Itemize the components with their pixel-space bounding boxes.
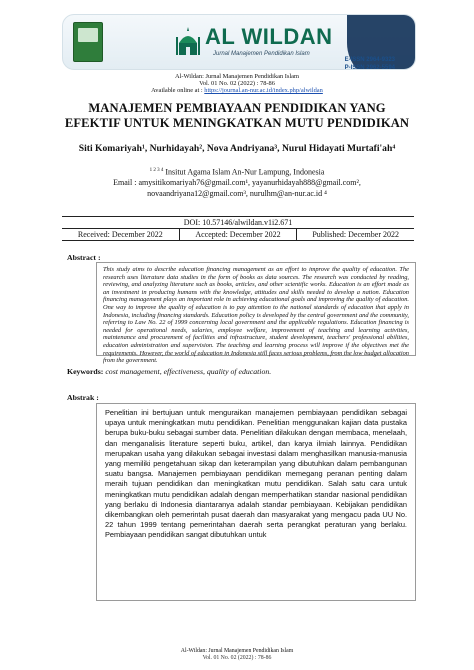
email-line-2: novaandriyana12@gmail.com³, nurulhm@an-nur.ac.id ⁴ — [147, 188, 327, 198]
journal-cover-thumbnail — [73, 22, 103, 62]
title-line-2: EFEKTIF UNTUK MENINGKATKAN MUTU PENDIDIKAN — [64, 116, 410, 130]
p-issn: P-ISSN 2962-5594 — [344, 65, 395, 70]
email-line-1: Email : amysitikomariyah76@gmail.com¹, yayanurhidayah888@gmail.com², — [113, 178, 361, 188]
online-label: Available online at — [151, 87, 200, 94]
dates-row — [62, 229, 414, 240]
abstrak-text: Penelitian ini bertujuan untuk menguraikan manajemen pembiayaan pendidikan sebagai upaya untuk meningkatkan mutu pendidikan. Penelitian menggunakan kajian data pustaka berupa buku-buku sebagai sumber data. Penelitian dilakukan dengan membaca, menelaah, dan menganalisis literature seperti buku, artikel, dan karya ilmiah lainnya. Pendidikan merupakan usaha yang dilakukan sebagai investasi dalam menghasilkan manusia-manusia yang memiliki pengetahuan sikap dan keterampilan yang dibutuhkan dalam pembangunan suatu bangsa. Manajemen pembiayaan pendidikan memegang peranan penting dalam meraih tujuan pendidikan dan meningkatkan mutu pendidikan. Salah satu cara untuk meningkatkan mutu pendidikan adalah dengan memperhatikan standar nasional pendidikan yang berlaku di Indonesia diantaranya adalah standar pembiayaan. Kebijakan pendidikan dikembangkan oleh pemerintah pusat daerah dan masyarakat yang mengacu pada UU No. 22 tahun 1999 tentang pemerintahan daerah serta perangkat peraturan yang berlaku. Pembiayaan pendidikan sangat dibutuhkan untuk — [96, 403, 416, 601]
journal-volume: Vol. 01 No. 02 (2022) : 78-86 — [199, 80, 275, 87]
abstrak-label: Abstrak : — [67, 393, 99, 402]
affiliation-block — [0, 166, 474, 199]
affiliation-line — [0, 166, 474, 178]
journal-url-link[interactable]: https://journal.an-nur.ac.id/index.php/alwildan — [204, 87, 323, 94]
received-date: Received: December 2022 — [77, 230, 163, 239]
keywords-value: cost management, effectiveness, quality of education. — [105, 367, 272, 376]
affiliation-superscripts: 1 2 3 4 — [149, 168, 164, 173]
doi[interactable]: DOI: 10.57146/alwildan.v1i2.671 — [62, 217, 414, 229]
mosque-logo-icon — [175, 25, 201, 57]
journal-brand: AL WILDAN — [205, 24, 333, 49]
online-availability: Available online at : https://journal.an-nur.ac.id/index.php/alwildan — [151, 87, 323, 94]
journal-banner — [62, 14, 416, 70]
abstract-text: This study aims to describe education financing management as an effort to improve the quality of education. The research uses literature data studies in the form of books as data sources. The research was conducted by reading, reviewing, and analyzing literature such as books, articles, and other scientific works. Education is an effort made as an investment in producing humans with the knowledge, attitudes and skills needed to develop a nation. Education financing management plays an important role in achieving educational goals and improving the quality of education. One way to improve the quality of education is to pay attention to the national standards of education that apply in Indonesia, including financing standards. Education policy is developed by the central government and the community, referring to Law No. 22 of 1999 concerning local government and the applicable regulations. Education financing is needed for operational needs, salaries, employee welfare, improvement of teaching and learning activities, maintenance and procurement of facilities and infrastructure, student development, teachers' professional abilities, education administration and supervision. The teaching and learning process will improve if the objectives met the requirements. However, the world of education in Indonesia still faces serious problems, from the low budget allocation from the government. — [96, 262, 416, 356]
footer-volume: Vol. 01 No. 02 (2022) : 78-86 — [202, 655, 272, 661]
footer-journal: Al-Wildan: Jurnal Manajemen Pendidikan Islam — [180, 648, 294, 654]
keywords-label: Keywords: — [67, 367, 104, 376]
published-date: Published: December 2022 — [296, 229, 414, 240]
article-info-table — [62, 216, 414, 241]
e-issn: E-ISSN 2964-9323 — [344, 57, 395, 63]
affiliation-name: Insitut Agama Islam An-Nur Lampung, Indonesia — [165, 167, 325, 177]
article-title — [0, 101, 474, 131]
title-line-1: MANAJEMEN PEMBIAYAAN PENDIDIKAN YANG — [88, 101, 386, 115]
accepted-date: Accepted: December 2022 — [179, 229, 297, 240]
journal-name: Al-Wildan: Jurnal Manajemen Pendidikan Islam — [175, 73, 299, 80]
abstract-label: Abstract : — [67, 253, 101, 262]
author-list: Siti Komariyah¹, Nurhidayah², Nova Andriyana³, Nurul Hidayati Murtafi'ah⁴ — [78, 143, 396, 154]
journal-brand-subtitle: Jurnal Manajemen Pendidikan Islam — [213, 51, 310, 57]
keywords — [67, 367, 271, 376]
